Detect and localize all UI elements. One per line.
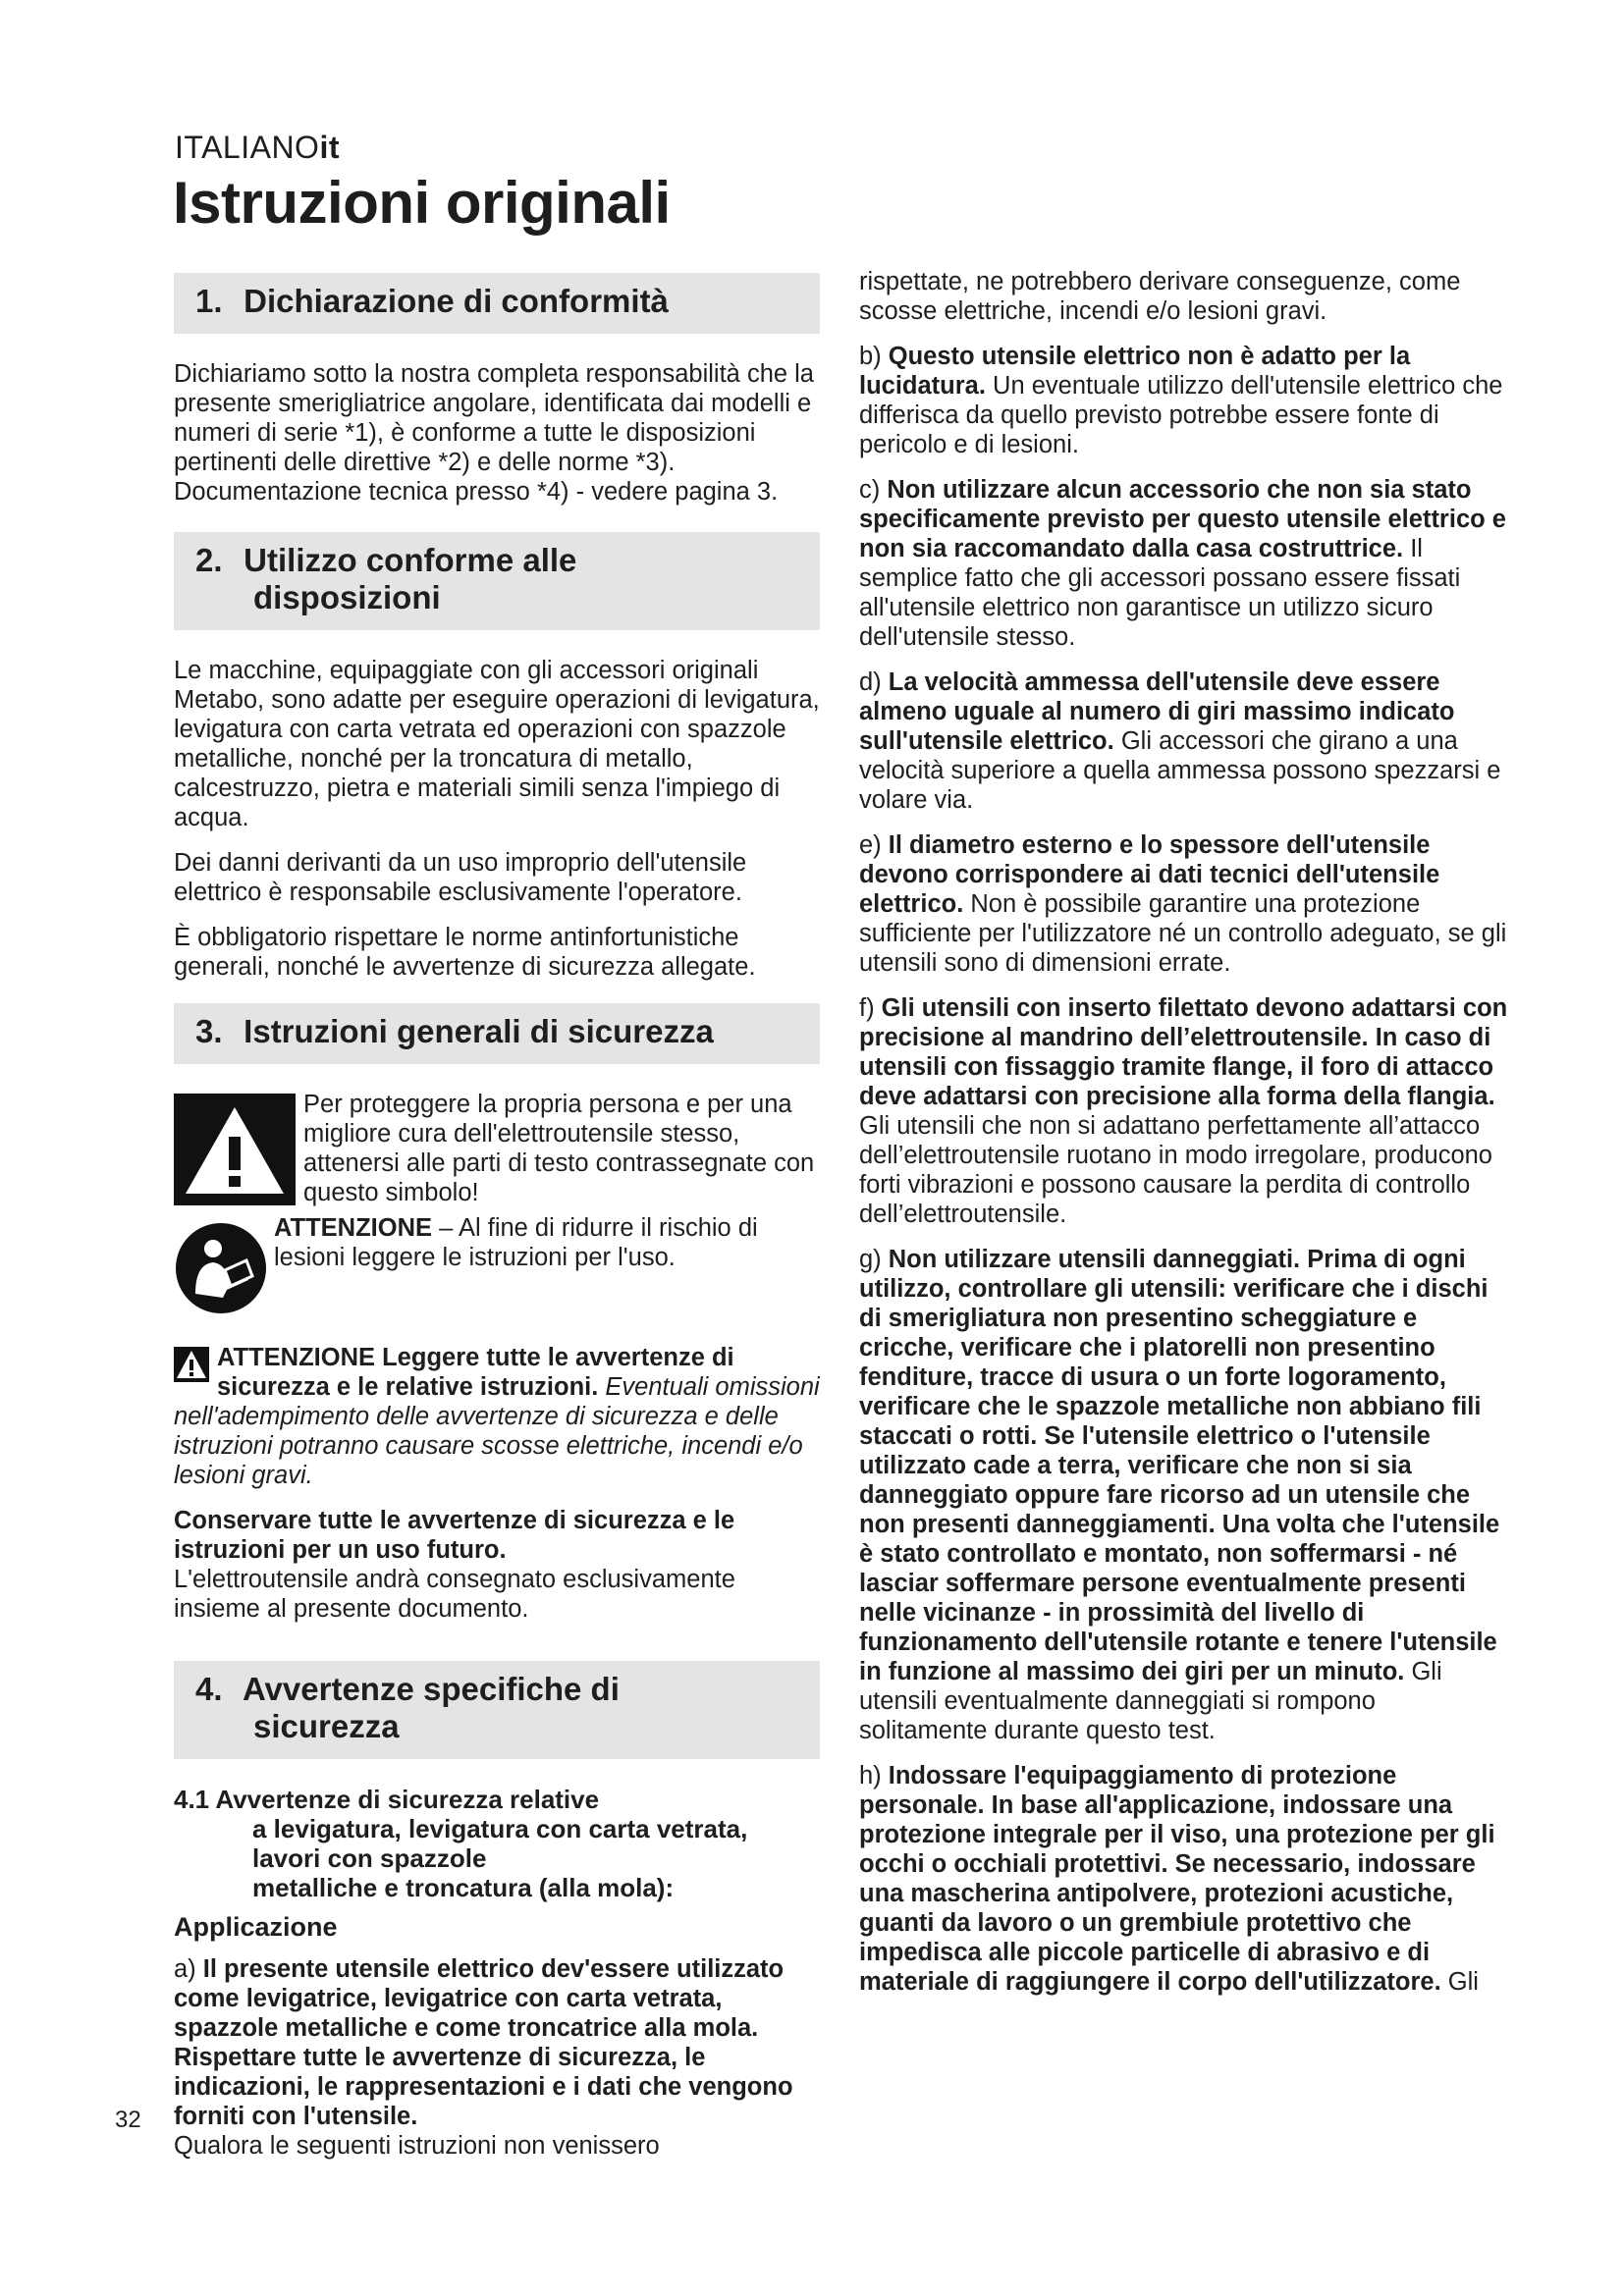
section-number: 3. [195,1013,223,1049]
item-bold-text: Non utilizzare utensili danneggiati. Prima di ogni utilizzo, controllare gli utensili: verificare che i dischi di smerigliatura non presentino scheggiature e cricche, verificare che i platorelli non presentino fenditure, tracce di usura o un forte logoramento, verificare che le spazzole metalliche non abbiano fili staccati o rotti. Se l'utensile elettrico o l'utensile utilizzato cade a terra, verificare che non si sia danneggiato oppure fare ricorso ad un utensile che non presenti danneggiamenti. Una volta che l'utensile è stato controllato e montato, non soffermarsi - né lasciar soffermare persone eventualmente presenti nelle vicinanze - in prossimità del livello di funzionamento dell'utensile rotante e tenere l'utensile in funzione al massimo dei giri per un minuto. [859,1246,1500,1685]
item-bold-text: Indossare l'equipaggiamento di protezione personale. In base all'applicazione, indossare una protezione integrale per il viso, una protezione per gli occhi o occhiali protettivi. Se necessario, indossare una mascherina antipolvere, protezioni acustiche, guanti da lavoro o un grembiule protettivo che impedisca alle piccole particelle di abrasivo e di materiale di raggiungere il corpo dell'utilizzatore. [859,1762,1495,1996]
item-d-paragraph [859,667,1509,815]
section-1-heading [174,273,820,334]
section-title: Utilizzo conforme alle [244,542,577,578]
section-4-heading [174,1661,820,1759]
item-label: c) [859,476,888,504]
small-warning-icon [174,1347,209,1382]
intended-use-paragraph: Le macchine, equipaggiate con gli accessori originali Metabo, sono adatte per eseguire operazioni di levigatura, levigatura con carta vetrata ed operazioni con spazzole metalliche, nonché per la troncatura di metallo, calcestruzzo, pietra e materiali simili senza l'impiego di acqua. [174,657,820,831]
item-bold-text: La velocità ammessa dell'utensile deve essere almeno uguale al numero di giri massimo indicato sull'utensile elettrico. [859,668,1455,755]
page-number: 32 [115,2107,141,2133]
warning-symbol-row [174,1090,820,1207]
read-manual-text [274,1213,820,1272]
item-bold-text: Il presente utensile elettrico dev'essere utilizzato come levigatrice, levigatrice con carta vetrata, spazzole metalliche e come troncatrice alla mola. Rispettare tutte le avvertenze di sicurezza, le indicazioni, le rappresentazioni e i dati che vengono forniti con l'utensile. [174,1955,793,2130]
attention-bold-text: ATTENZIONE Leggere tutte le avvertenze di sicurezza e le relative istruzioni. [217,1344,734,1401]
language-code: it [319,130,340,165]
liability-paragraph: Dei danni derivanti da un uso improprio dell'utensile elettrico è responsabile esclusivamente l'operatore. [174,849,747,906]
conformity-paragraph: Dichiariamo sotto la nostra completa responsabilità che la presente smerigliatrice angolare, identificata dai modelli e numeri di serie *1), è conforme a tutte le disposizioni pertinenti delle direttive *2) e delle norme *3). Documentazione tecnica presso *4) - vedere pagina 3. [174,360,814,506]
section-title: Istruzioni generali di sicurezza [244,1013,714,1049]
warning-symbol-text: Per proteggere la propria persona e per una migliore cura dell'elettroutensile stesso, attenersi alle parti di testo contrassegnate con questo simbolo! [303,1091,815,1206]
item-b-paragraph [859,342,1509,459]
item-text: Gli utensili eventualmente danneggiati si rompono solitamente durante questo test. [859,1658,1442,1744]
application-heading: Applicazione [174,1912,338,1942]
keep-instructions-text: L'elettroutensile andrà consegnato esclusivamente insieme al presente documento. [174,1566,735,1623]
item-label: h) [859,1762,889,1789]
section-3-heading [174,1003,820,1064]
keep-instructions-bold: Conservare tutte le avvertenze di sicurezza e le istruzioni per un uso futuro. [174,1507,735,1564]
item-text: Un eventuale utilizzo dell'utensile elettrico che differisca da quello previsto potrebbe essere fonte di pericolo e di lesioni. [859,372,1503,458]
item-text: Qualora le seguenti istruzioni non venissero [174,2132,660,2160]
item-bold-text: Gli utensili con inserto filettato devono adattarsi con precisione al mandrino dell’elettroutensile. In caso di utensili con fissaggio tramite flange, il foro di attacco deve adattarsi con precisione alla forma della flangia. [859,994,1508,1110]
item-label: e) [859,831,889,859]
item-label: a) [174,1955,203,1983]
section-number: 4. [195,1671,223,1707]
warning-triangle-icon [174,1094,296,1205]
subsection-line: metalliche e troncatura (alla mola): [252,1873,675,1902]
attention-text: – Al fine di ridurre il rischio di lesioni leggere le istruzioni per l'uso. [274,1214,758,1271]
page-title: Istruzioni originali [173,170,671,236]
read-manual-icon [174,1221,268,1315]
section-title-continued: sicurezza [253,1708,400,1744]
regulations-paragraph: È obbligatorio rispettare le norme antinfortunistiche generali, nonché le avvertenze di sicurezza allegate. [174,924,756,981]
attention-general-paragraph [174,1343,820,1490]
subsection-line: 4.1 Avvertenze di sicurezza relative [174,1785,600,1814]
read-manual-row [174,1213,820,1315]
section-title-continued: disposizioni [253,579,441,615]
language-label [175,130,340,166]
item-label: b) [859,343,889,370]
language-name: ITALIANO [175,130,320,165]
section-number: 2. [195,542,223,578]
subsection-4-1-heading [174,1785,820,1902]
attention-label: ATTENZIONE [274,1214,433,1242]
attention-italic-text: Eventuali omissioni nell'adempimento delle avvertenze di sicurezza e delle istruzioni potranno causare scosse elettriche, incendi e/o lesioni gravi. [174,1373,820,1489]
item-text: Gli accessori che girano a una velocità superiore a quella ammessa possono spezzarsi e volare via. [859,727,1501,814]
item-text: Non è possibile garantire una protezione sufficiente per l'utilizzatore né un controllo adeguato, se gli utensili sono di dimensioni errate. [859,890,1507,977]
item-label: d) [859,668,889,696]
subsection-line: a levigatura, levigatura con carta vetrata, lavori con spazzole [252,1814,748,1873]
item-text: Gli [1440,1968,1479,1996]
left-column [174,267,820,2176]
section-number: 1. [195,283,223,319]
section-title: Avvertenze specifiche di [242,1671,620,1707]
item-h-paragraph [859,1761,1509,1997]
item-bold-text: Il diametro esterno e lo spessore dell'utensile devono corrispondere ai dati tecnici dell'utensile elettrico. [859,831,1440,918]
item-a-paragraph [174,1954,820,2161]
item-g-paragraph [859,1245,1509,1745]
item-bold-text: Non utilizzare alcun accessorio che non sia stato specificamente previsto per questo utensile elettrico e non sia raccomandato dalla casa costruttrice. [859,476,1506,562]
continued-paragraph: rispettate, ne potrebbero derivare conseguenze, come scosse elettriche, incendi e/o lesioni gravi. [859,268,1461,325]
item-f-paragraph [859,993,1509,1229]
section-title: Dichiarazione di conformità [244,283,669,319]
right-column [859,267,1509,2012]
item-label: g) [859,1246,889,1273]
item-e-paragraph [859,830,1509,978]
item-text: Gli utensili che non si adattano perfettamente all’attacco dell’elettroutensile ruotano in modo irregolare, producono forti vibrazioni e possono causare la perdita di controllo dell’elettroutensile. [859,1112,1492,1228]
item-label: f) [859,994,882,1022]
section-2-heading [174,532,820,630]
item-c-paragraph [859,475,1509,652]
item-bold-text: Questo utensile elettrico non è adatto per la lucidatura. [859,343,1411,400]
keep-instructions-paragraph [174,1506,820,1624]
item-text: Il semplice fatto che gli accessori possano essere fissati all'utensile elettrico non garantisce un utilizzo sicuro dell'utensile stesso. [859,535,1461,651]
